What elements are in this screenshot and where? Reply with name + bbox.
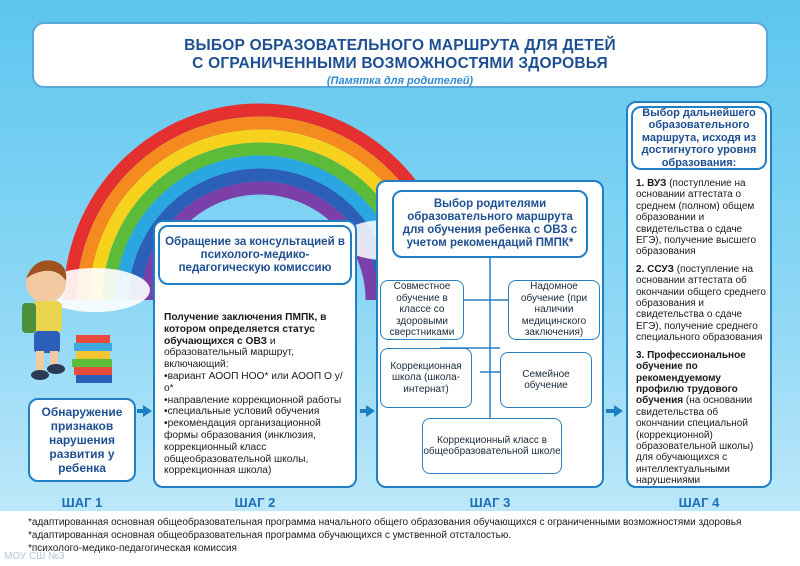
option-home-learning (508, 280, 600, 340)
step4-item-text: (поступление на основании аттестата о среднем (полном) общем образовании и свидетельства о сдаче ЕГЭ), получение высшего образования (636, 178, 757, 258)
option-home-learning-text: Надомное обучение (при наличии медицинского заключения) (520, 281, 588, 339)
option-correctional-class-text: Коррекционный класс в общеобразовательной школе (423, 434, 561, 457)
arrow-3-shaft (606, 409, 614, 413)
step2-heading-box (158, 225, 352, 285)
step2-heading: Обращение за консультацией в психолого-медико-педагогическую комиссию (165, 235, 345, 274)
option-family-learning-text: Семейное обучение (522, 368, 570, 391)
step2-label: ШАГ 2 (234, 495, 276, 510)
step4-heading-box (631, 106, 767, 170)
step1-label: ШАГ 1 (61, 495, 103, 510)
page-subtitle: (Памятка для родителей) (326, 75, 474, 87)
step2-bullet: •специальные условий обучения (164, 406, 320, 418)
step4-item-title: 3. Профессиональное обучение по рекомендуемому профилю трудового обучения (636, 349, 746, 407)
step2-bullet: •рекомендация организационной формы образования (инклюзия, коррекционный класс общеобразовательной школы, коррекционная школа) (164, 418, 321, 477)
step2-bullet: •вариант АООП НОО* или АООП О у/о* (164, 370, 343, 394)
step2-body (164, 312, 352, 477)
page-title-line1: ВЫБОР ОБРАЗОВАТЕЛЬНОГО МАРШРУТА ДЛЯ ДЕТЕЙ (184, 37, 616, 54)
option-correctional-class (422, 418, 562, 474)
title-box (32, 22, 768, 88)
step4-item (636, 264, 768, 344)
option-correctional-school (380, 348, 472, 408)
option-joint-learning (380, 280, 464, 340)
step4-item (636, 350, 768, 487)
step4-item-title: 2. ССУЗ (636, 263, 674, 275)
footnote: *адаптированная основная общеобразовательная программа начального общего образования обучающихся с ограниченными возможностями здоровья (28, 517, 742, 528)
arrow-2-icon (366, 405, 375, 417)
page-title-line2: С ОГРАНИЧЕННЫМИ ВОЗМОЖНОСТЯМИ ЗДОРОВЬЯ (192, 55, 608, 72)
child-with-books-illustration (14, 255, 114, 395)
option-joint-learning-text: Совместное обучение в классе со здоровыми сверстниками (389, 281, 455, 339)
watermark: МОУ СШ №3 (4, 551, 65, 562)
step4-item-text: (поступление на основании аттестата об окончании общего среднего образования и свидетельства о сдаче ЕГЭ), получение среднего специального образования (636, 263, 766, 344)
arrow-1-icon (143, 405, 152, 417)
step2-bullet: •направление коррекционной работы (164, 394, 342, 406)
step4-body (636, 178, 768, 487)
step2-intro-rest: и образовательный маршрут, включающий: (164, 335, 294, 371)
footnote: *адаптированная основная общеобразовательная программа обучающихся с умственной отсталостью. (28, 530, 512, 541)
step4-label: ШАГ 4 (678, 495, 720, 510)
step2-bold-intro: Получение заключения ПМПК, в котором определяется статус обучающихся с ОВЗ (164, 312, 327, 347)
step4-item-text: (на основании свидетельства об окончании специальной (коррекционной) образовательной школы) для обучающихся с интеллектуальными нарушениями (636, 395, 754, 487)
step4-item (636, 178, 768, 258)
footnote: *психолого-медико-педагогическая комиссия (28, 543, 237, 554)
step1-card (28, 398, 136, 482)
option-family-learning (500, 352, 592, 408)
step4-item-title: 1. ВУЗ (636, 178, 667, 189)
step3-label: ШАГ 3 (469, 495, 511, 510)
step3-heading: Выбор родителями образовательного маршрута для обучения ребенка с ОВЗ с учетом рекомендаций ПМПК* (402, 198, 578, 249)
step1-text: Обнаружение признаков нарушения развития у ребенка (41, 405, 123, 475)
arrow-3-icon (614, 405, 623, 417)
option-correctional-school-text: Коррекционная школа (школа-интернат) (390, 360, 462, 395)
step4-heading: Выбор дальнейшего образовательного маршрута, исходя из достигнутого уровня образования: (641, 106, 757, 169)
